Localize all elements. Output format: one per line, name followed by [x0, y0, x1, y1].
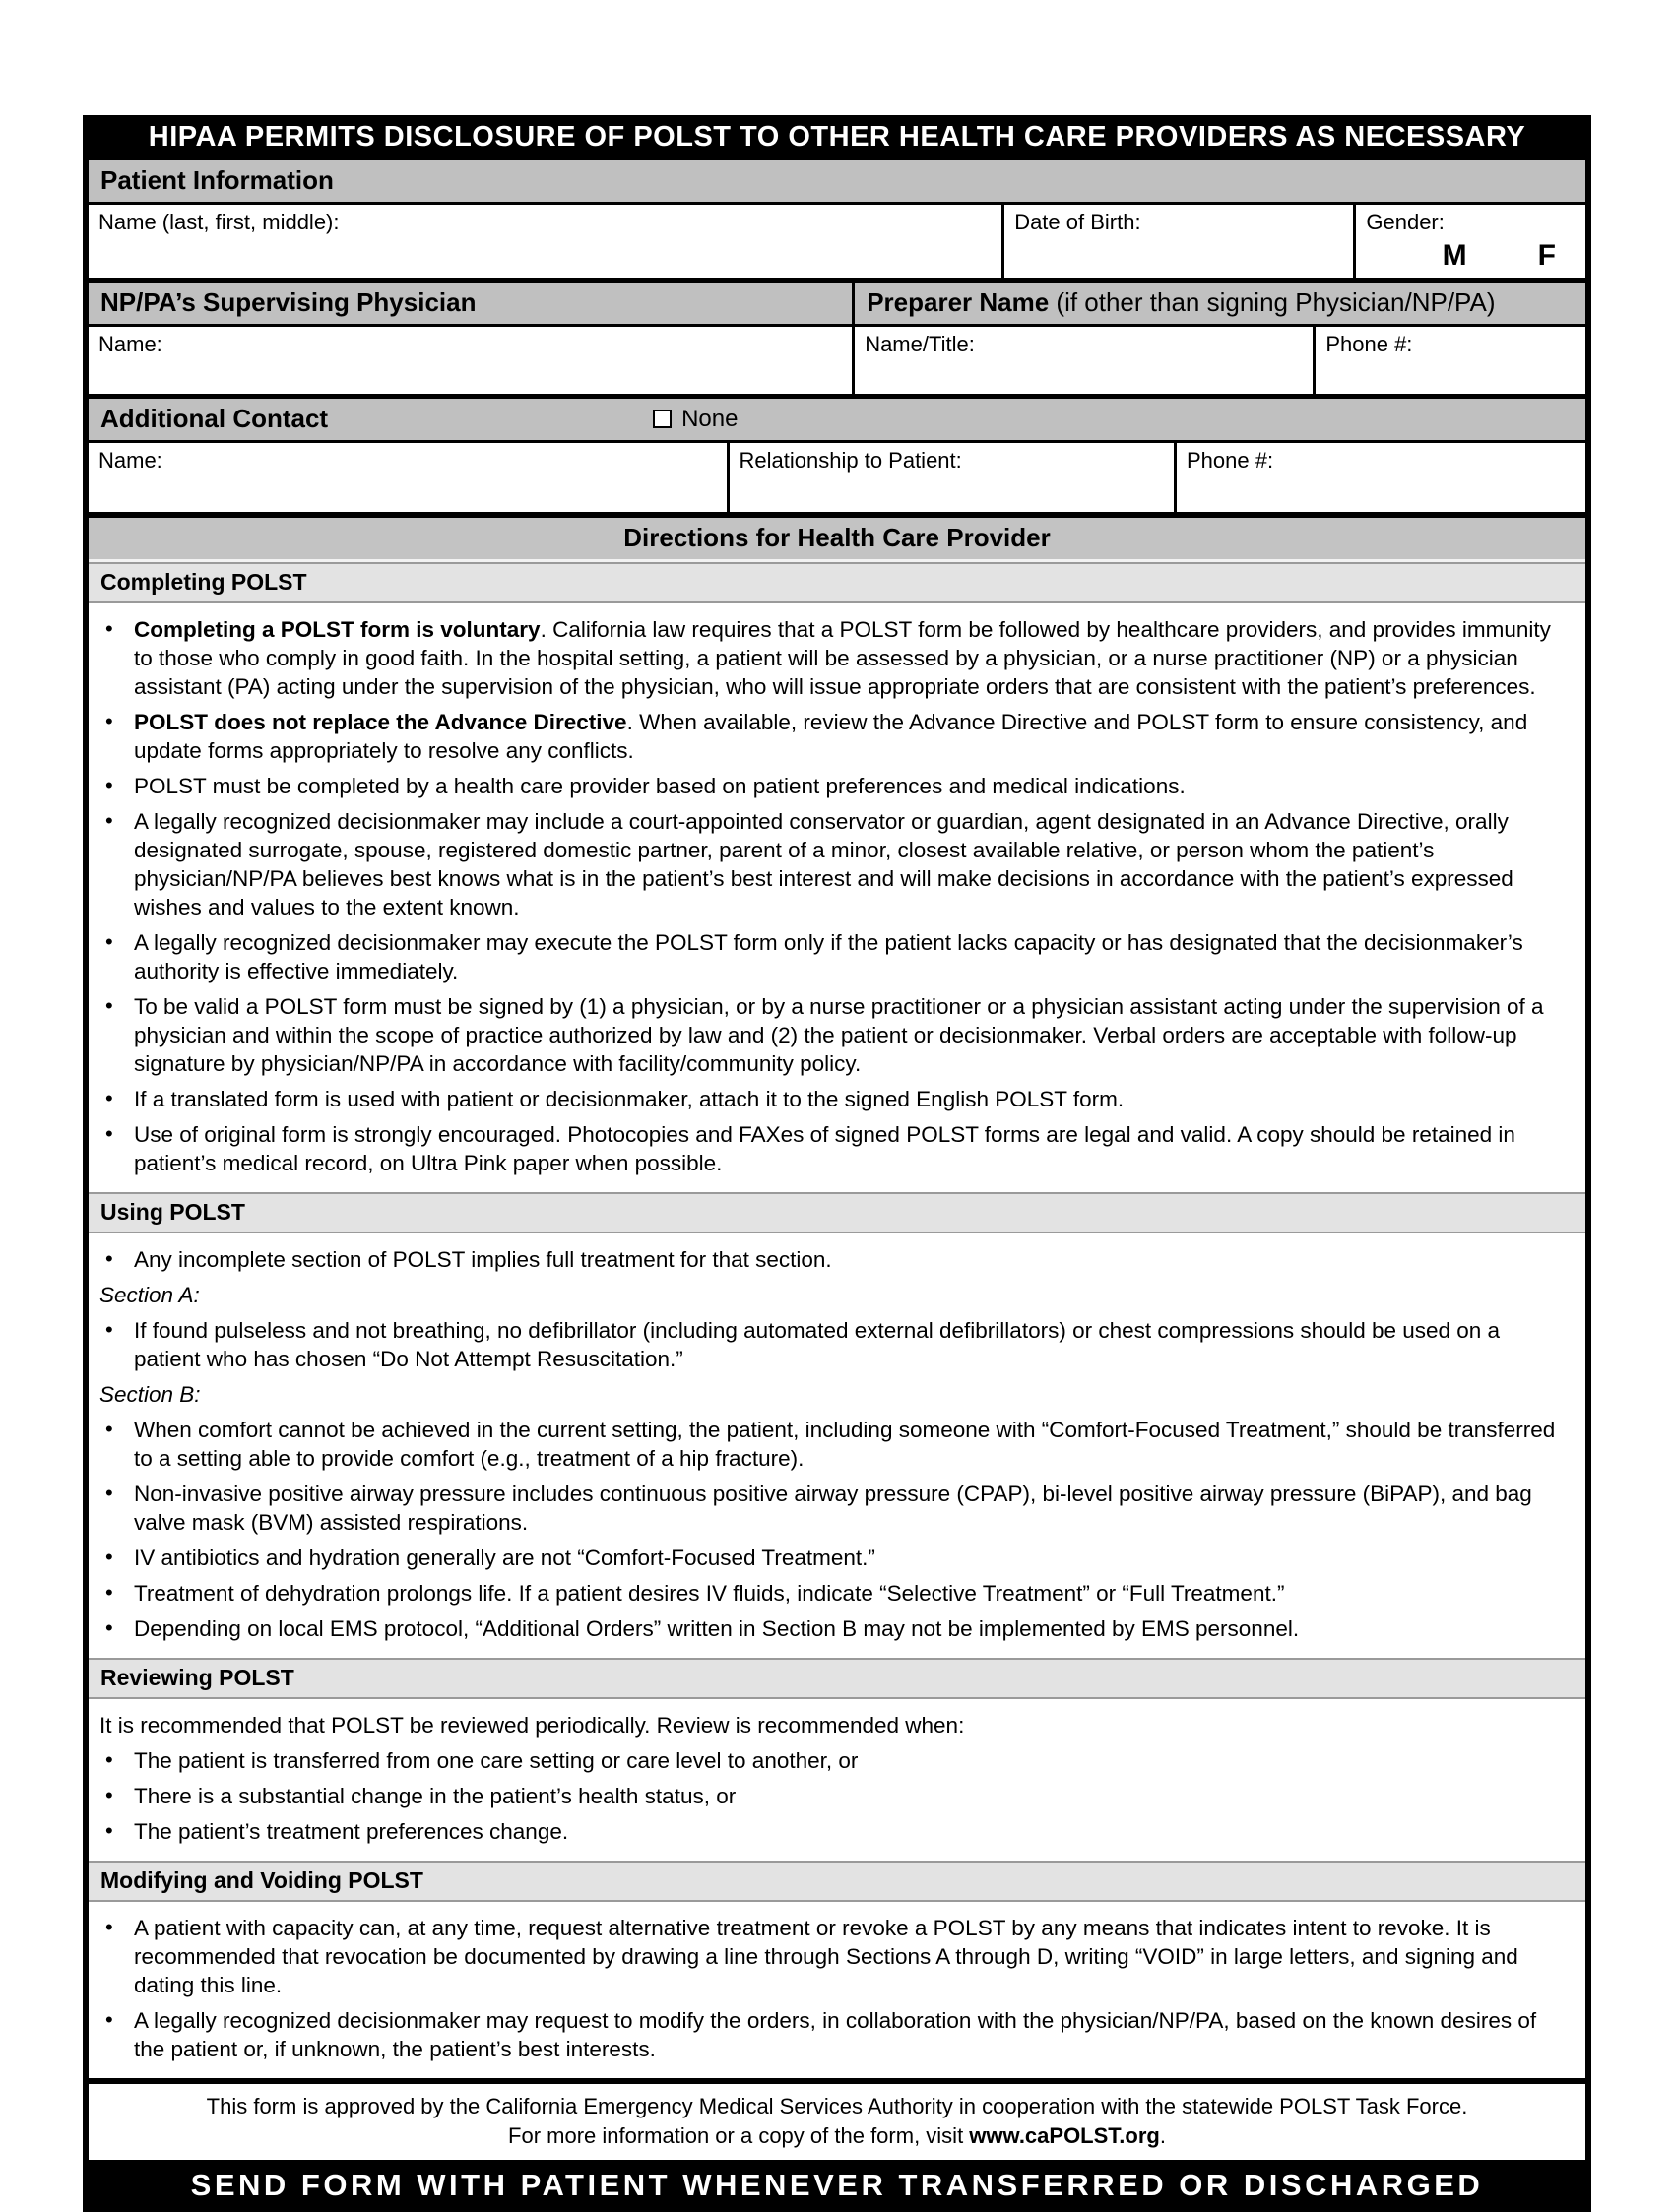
contact-phone-field[interactable] [1174, 443, 1585, 512]
section-items [89, 603, 1585, 1192]
bullet-text: When comfort cannot be achieved in the current setting, the patient, including someone with “Comfort-Focused Treatment,” should be transferred to a setting able to provide comfort (e.g., treatment of a hip fracture). [134, 1418, 1556, 1471]
physician-name-field[interactable] [89, 327, 852, 394]
bullet-item [89, 928, 1560, 985]
preparer-title [852, 283, 1585, 324]
directions-sections [89, 562, 1585, 2078]
bullet-bold-lead: POLST does not replace the Advance Directive [134, 710, 627, 734]
contact-phone-label: Phone #: [1186, 448, 1274, 473]
bullet-icon: • [105, 1747, 113, 1772]
bullet-text: IV antibiotics and hydration generally are not “Comfort-Focused Treatment.” [134, 1546, 875, 1570]
directions-banner: Directions for Health Care Provider [89, 518, 1585, 562]
bullet-item [89, 1782, 1560, 1810]
italic-line [89, 1281, 1560, 1309]
bullet-item [89, 1480, 1560, 1537]
bullet-icon: • [105, 1915, 113, 1939]
bullet-icon: • [105, 1481, 113, 1505]
bullet-text: Use of original form is strongly encouraged. Photocopies and FAXes of signed POLST forms are legal and valid. A copy should be retained in patient’s medical record, on Ultra Pink paper when possible. [134, 1122, 1515, 1175]
bullet-bold-lead: Completing a POLST form is voluntary [134, 617, 541, 642]
bullet-icon: • [105, 1417, 113, 1441]
preparer-phone-label: Phone #: [1325, 332, 1413, 356]
bullet-text: Treatment of dehydration prolongs life. If a patient desires IV fluids, indicate “Selective Treatment” or “Full Treatment.” [134, 1581, 1285, 1606]
bullet-icon: • [105, 1615, 113, 1640]
bullet-item [89, 708, 1560, 765]
bullet-item [89, 992, 1560, 1078]
bullet-item [89, 1416, 1560, 1473]
date-of-birth-field[interactable] [1001, 205, 1353, 278]
bullet-item [89, 2006, 1560, 2063]
physician-name-label: Name: [98, 332, 162, 356]
contact-relationship-field[interactable] [727, 443, 1174, 512]
section-items [89, 1233, 1585, 1658]
preparer-title-rest: (if other than signing Physician/NP/PA) [1049, 287, 1496, 317]
bullet-item [89, 1316, 1560, 1373]
section-heading: Using POLST [89, 1192, 1585, 1233]
gender-field [1353, 205, 1585, 278]
additional-contact-header [89, 399, 1585, 443]
bullet-item [89, 1579, 1560, 1608]
plain-line [89, 1711, 1560, 1739]
section-items [89, 1902, 1585, 2078]
patient-name-field[interactable] [89, 205, 1001, 278]
preparer-name-title-label: Name/Title: [865, 332, 975, 356]
preparer-phone-field[interactable] [1313, 327, 1585, 394]
bullet-text: . When available, review the Advance Directive and POLST form to ensure consistency, and update forms appropriately to resolve any conflicts. [134, 710, 1528, 763]
patient-name-label: Name (last, first, middle): [98, 210, 340, 234]
section-heading: Reviewing POLST [89, 1658, 1585, 1699]
contact-relationship-label: Relationship to Patient: [739, 448, 962, 473]
bullet-text: A legally recognized decisionmaker may include a court-appointed conservator or guardian, agent designated in an Advance Directive, orally designated surrogate, spouse, registered domestic partner, parent of a minor, closest available relative, or person whom the patient’s physician/NP/PA believes best knows what is in the patient’s best interest and will make decisions in accordance with the patient’s expressed wishes and values to the extent known. [134, 809, 1513, 919]
bullet-text: To be valid a POLST form must be signed by (1) a physician, or by a nurse practitioner or a physician assistant acting under the supervision of a physician and within the scope of practice authorized by law and (2) the patient or decisionmaker. Verbal orders are acceptable with follow-up signature by physician/NP/PA in accordance with facility/community policy. [134, 994, 1544, 1076]
bullet-text: The patient is transferred from one care setting or care level to another, or [134, 1748, 859, 1773]
contact-name-field[interactable] [89, 443, 727, 512]
bullet-text: Non-invasive positive airway pressure includes continuous positive airway pressure (CPAP), bi-level positive airway pressure (BiPAP), and bag valve mask (BVM) assisted respirations. [134, 1482, 1532, 1535]
section-items [89, 1699, 1585, 1861]
bullet-text: A legally recognized decisionmaker may request to modify the orders, in collaboration with the physician/NP/PA, based on the known desires of the patient or, if unknown, the patient’s best interests. [134, 2008, 1537, 2061]
bullet-icon: • [105, 709, 113, 733]
patient-info-row [89, 205, 1585, 278]
gender-male-option[interactable]: M [1442, 239, 1467, 272]
supervising-physician-title: NP/PA’s Supervising Physician [100, 287, 477, 317]
bullet-item [89, 1914, 1560, 1999]
bullet-text: If a translated form is used with patient or decisionmaker, attach it to the signed English POLST form. [134, 1087, 1125, 1111]
bullet-item [89, 807, 1560, 921]
section-heading: Completing POLST [89, 562, 1585, 603]
bullet-text: Section A: [99, 1283, 200, 1307]
preparer-title-bold: Preparer Name [867, 287, 1050, 317]
bullet-icon: • [105, 1580, 113, 1605]
additional-contact-row [89, 443, 1585, 512]
bullet-text: POLST must be completed by a health care provider based on patient preferences and medical indications. [134, 774, 1186, 798]
bullet-item [89, 615, 1560, 701]
approval-line2 [98, 2121, 1576, 2151]
bullet-item [89, 1614, 1560, 1643]
bullet-text: Depending on local EMS protocol, “Additional Orders” written in Section B may not be implemented by EMS personnel. [134, 1616, 1300, 1641]
physician-preparer-header [89, 283, 1585, 327]
bullet-item [89, 1085, 1560, 1113]
send-form-banner: SEND FORM WITH PATIENT WHENEVER TRANSFERRED OR DISCHARGED [89, 2160, 1585, 2212]
bullet-text: It is recommended that POLST be reviewed periodically. Review is recommended when: [99, 1713, 965, 1738]
bullet-icon: • [105, 929, 113, 954]
gender-label: Gender: [1366, 210, 1445, 234]
bullet-icon: • [105, 1121, 113, 1146]
section-heading: Modifying and Voiding POLST [89, 1861, 1585, 1902]
approval-line2-prefix: For more information or a copy of the form, visit [508, 2123, 970, 2148]
physician-preparer-row [89, 327, 1585, 394]
bullet-icon: • [105, 1317, 113, 1342]
bullet-icon: • [105, 1818, 113, 1843]
bullet-icon: • [105, 993, 113, 1018]
approval-line1: This form is approved by the California Emergency Medical Services Authority in cooperation with the statewide POLST Task Force. [206, 2094, 1468, 2118]
bullet-icon: • [105, 1783, 113, 1807]
bullet-text: A legally recognized decisionmaker may execute the POLST form only if the patient lacks capacity or has designated that the decisionmaker’s authority is effective immediately. [134, 930, 1523, 983]
patient-information-header: Patient Information [89, 160, 1585, 205]
bullet-icon: • [105, 2007, 113, 2032]
bullet-text: A patient with capacity can, at any time, request alternative treatment or revoke a POLST by any means that indicates intent to revoke. It is recommended that revocation be documented by drawing a line through Sections A through D, writing “VOID” in large letters, and signing and dating this line. [134, 1916, 1518, 1997]
none-label: None [681, 405, 739, 432]
bullet-icon: • [105, 773, 113, 797]
hipaa-banner: HIPAA PERMITS DISCLOSURE OF POLST TO OTHER HEALTH CARE PROVIDERS AS NECESSARY [89, 115, 1585, 160]
none-checkbox[interactable] [653, 410, 672, 428]
bullet-text: Section B: [99, 1382, 201, 1407]
bullet-icon: • [105, 1246, 113, 1271]
bullet-item [89, 1544, 1560, 1572]
bullet-item [89, 1817, 1560, 1846]
bullet-text: . California law requires that a POLST form be followed by healthcare providers, and provides immunity to those who comply in good faith. In the hospital setting, a patient will be assessed by a physician, or a nurse practitioner (NP) or a physician assistant (PA) acting under the supervision of the physician, who will issue appropriate orders that are consistent with the patient’s preferences. [134, 617, 1551, 699]
bullet-icon: • [105, 1545, 113, 1569]
bullet-icon: • [105, 1086, 113, 1110]
bullet-icon: • [105, 616, 113, 641]
bullet-text: If found pulseless and not breathing, no defibrillator (including automated external defibrillators) or chest compressions should be used on a patient who has chosen “Do Not Attempt Resuscitation.” [134, 1318, 1501, 1371]
dob-label: Date of Birth: [1014, 210, 1141, 234]
bullet-icon: • [105, 808, 113, 833]
bullet-item [89, 1245, 1560, 1274]
bullet-text: There is a substantial change in the patient’s health status, or [134, 1784, 737, 1808]
italic-line [89, 1380, 1560, 1409]
polst-form [83, 115, 1591, 2212]
bullet-item [89, 772, 1560, 800]
bullet-text: Any incomplete section of POLST implies full treatment for that section. [134, 1247, 832, 1272]
contact-name-label: Name: [98, 448, 162, 473]
bullet-item [89, 1120, 1560, 1177]
bullet-text: The patient’s treatment preferences change. [134, 1819, 569, 1844]
approval-line2-suffix: . [1159, 2123, 1166, 2148]
capolst-link[interactable]: www.caPOLST.org [969, 2123, 1160, 2148]
bullet-item [89, 1746, 1560, 1775]
approval-note [89, 2084, 1585, 2160]
gender-female-option[interactable]: F [1537, 239, 1556, 272]
preparer-name-title-field[interactable] [852, 327, 1313, 394]
additional-contact-title: Additional Contact [100, 404, 329, 433]
